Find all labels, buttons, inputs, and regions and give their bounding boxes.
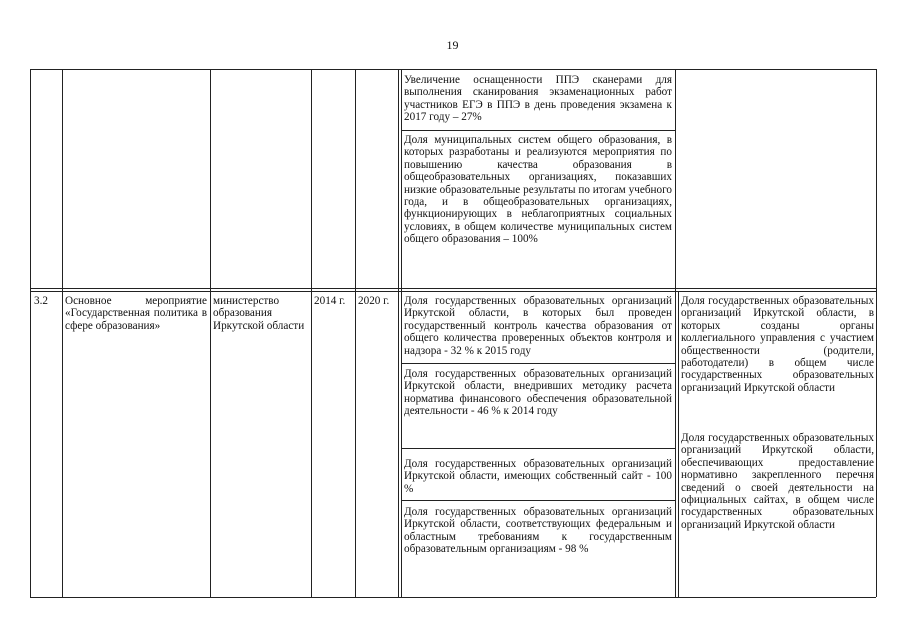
table-cell-event: Основное мероприятие «Государственная политика в сфере образования» <box>65 295 207 332</box>
table-cell-indicator: Доля государственных образовательных организаций Иркутской области, обеспечивающих предоставление нормативно закрепленного перечня сведений о своей деятельности на официальных сайтах, в общем числе государственных образовательных организаций Иркутской области <box>681 432 874 531</box>
table-cell-end-year: 2020 г. <box>358 295 390 307</box>
col-border-7 <box>876 69 877 597</box>
table-cell-start-year: 2014 г. <box>314 295 346 307</box>
table-cell-result: Доля государственных образовательных организаций Иркутской области, соответствующих федеральным и областным требованиям к государственным образовательным организациям - 98 % <box>404 506 672 556</box>
col-border-2 <box>210 69 211 597</box>
table-bottom-border <box>30 597 876 598</box>
table-cell-result: Доля государственных образовательных организаций Иркутской области, внедривших методику расчета норматива финансового обеспечения образовательной деятельности - 46 % к 2014 году <box>404 368 672 418</box>
table-top-border <box>30 69 876 70</box>
page-number: 19 <box>446 38 459 52</box>
col-border-4 <box>355 69 356 597</box>
table-cell-result: Доля государственных образовательных организаций Иркутской области, имеющих собственный сайт - 100 % <box>404 458 672 495</box>
table-cell-result: Доля государственных образовательных организаций Иркутской области, в которых был проведен государственный контроль качества образования от общего количества проверенных объектов контроля и надзора - 32 % к 2015 году <box>404 295 672 357</box>
row-sep-b <box>30 291 876 292</box>
table-cell-executor: министерство образования Иркутской области <box>213 295 305 332</box>
col-border-5a <box>398 69 399 597</box>
row-2-result-sep-1 <box>401 363 675 364</box>
col-border-1 <box>62 69 63 597</box>
row-2-result-sep-3 <box>401 500 675 501</box>
col-border-6a <box>675 69 676 597</box>
table-cell-number: 3.2 <box>34 295 48 307</box>
table-cell-indicator: Доля государственных образовательных организаций Иркутской области, в которых созданы органы коллегиального управления с участием общественности (родители, работодатели) в общем числе государственных образовательных организаций Иркутской области <box>681 295 874 394</box>
row-2-result-sep-2 <box>401 448 675 449</box>
table-cell-result: Увеличение оснащенности ППЭ сканерами для выполнения сканирования экзаменационных работ участников ЕГЭ в ППЭ в день проведения экзамена к 2017 году – 27% <box>404 74 672 124</box>
col-border-3 <box>311 69 312 597</box>
col-border-0 <box>30 69 31 597</box>
col-border-6b <box>678 291 679 597</box>
col-border-5b <box>401 69 402 597</box>
row-sep-a <box>30 288 876 289</box>
table-cell-result: Доля муниципальных систем общего образования, в которых разработаны и реализуются мероприятия по повышению качества образования в общеобразовательных организациях, показавших низкие образовательные результаты по итогам учебного года, и в общеобразовательных организациях, функционирующих в неблагоприятных социальных условиях, в общем количестве муниципальных систем общего образования – 100% <box>404 134 672 246</box>
row-1-result-sep <box>401 130 675 131</box>
